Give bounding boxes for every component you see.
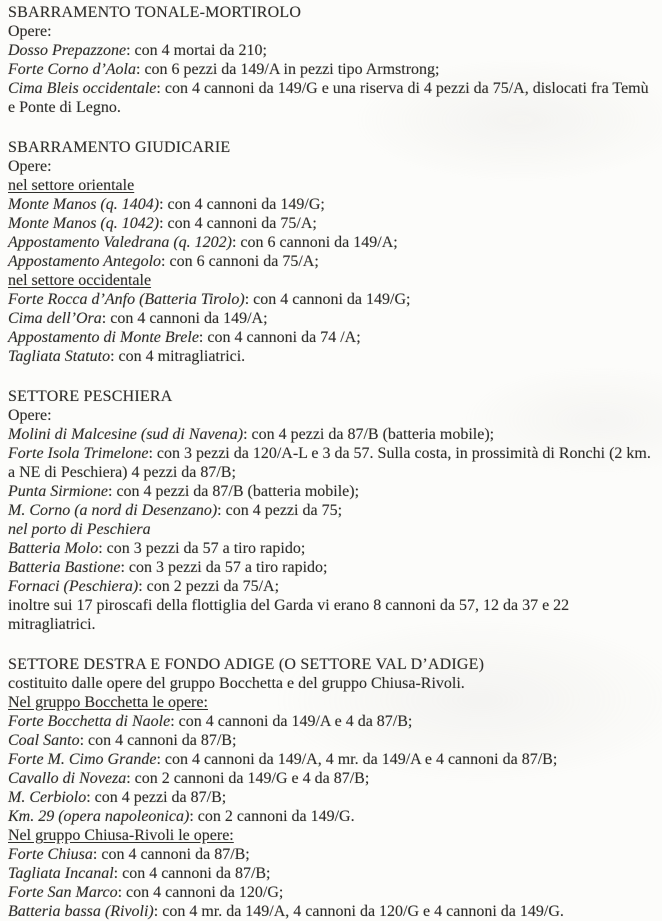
section-label: nel settore orientale (8, 177, 135, 194)
text-line: Opere: (8, 407, 52, 424)
text-line: Opere: (8, 158, 52, 175)
entry-name: Monte Manos (q. 1404) (8, 196, 160, 213)
entry-line: Punta Sirmione: con 4 pezzi da 87/B (batteria mobile); (8, 483, 360, 500)
entry-line: Cavallo di Noveza: con 2 cannoni da 149/G e 4 da 87/B; (8, 770, 370, 787)
entry-line: Forte San Marco: con 4 cannoni da 120/G; (8, 884, 284, 901)
entry-name: M. Corno (a nord di Desenzano) (8, 502, 218, 519)
entry-line: Forte Corno d’Aola: con 6 pezzi da 149/A in pezzi tipo Armstrong; (8, 61, 440, 78)
entry-line: Cima dell’Ora: con 4 cannoni da 149/A; (8, 310, 268, 327)
entry-line: Batteria Molo: con 3 pezzi da 57 a tiro rapido; (8, 540, 306, 557)
entry-line: Batteria Bastione: con 3 pezzi da 57 a tiro rapido; (8, 559, 328, 576)
entry-line: Dosso Prepazzone: con 4 mortai da 210; (8, 42, 267, 59)
entry-line: Fornaci (Peschiera): con 2 pezzi da 75/A; (8, 578, 280, 595)
text-line: costituito dalle opere del gruppo Bocchetta e del gruppo Chiusa-Rivoli. (8, 675, 465, 692)
text-line: inoltre sui 17 piroscafi della flottiglia del Garda vi erano 8 cannoni da 57, 12 da 37 e 22 mitragliatrici. (8, 597, 570, 633)
section-settore-destra-e-fondo-adige (8, 655, 656, 921)
entry-line: Forte Rocca d’Anfo (Batteria Tirolo): con 4 cannoni da 149/G; (8, 291, 411, 308)
section-title: SETTORE DESTRA E FONDO ADIGE (O SETTORE VAL D’ADIGE) (8, 656, 485, 673)
entry-line: Forte Bocchetta di Naole: con 4 cannoni da 149/A e 4 da 87/B; (8, 713, 413, 730)
entry-name: Appostamento Antegolo (8, 253, 162, 270)
entry-line: Forte Isola Trimelone: con 3 pezzi da 120/A-L e 3 da 57. Sulla costa, in prossimità di Ronchi (2 km. a NE di Peschiera) 4 pezzi da 87/B; (8, 445, 651, 481)
entry-name: Batteria Bastione (8, 559, 121, 576)
section-label: nel settore occidentale (8, 272, 152, 289)
entry-name: Forte Corno d’Aola (8, 61, 136, 78)
entry-line: Monte Manos (q. 1404): con 4 cannoni da 149/G; (8, 196, 325, 213)
entry-name: Forte Bocchetta di Naole (8, 713, 171, 730)
section-label: Nel gruppo Chiusa-Rivoli le opere: (8, 827, 234, 844)
entry-line: Molini di Malcesine (sud di Navena): con 4 pezzi da 87/B (batteria mobile); (8, 426, 495, 443)
entry-name: Dosso Prepazzone (8, 42, 127, 59)
entry-line: Tagliata Statuto: con 4 mitragliatrici. (8, 348, 246, 365)
entry-name: Cima Bleis occidentale (8, 80, 157, 97)
entry-line: Appostamento di Monte Brele: con 4 cannoni da 74 /A; (8, 329, 361, 346)
entry-name: Forte Rocca d’Anfo (Batteria Tirolo) (8, 291, 245, 308)
entry-name: Cima dell’Ora (8, 310, 102, 327)
entry-line: Appostamento Valedrana (q. 1202): con 6 cannoni da 149/A; (8, 234, 398, 251)
entry-name: Forte Isola Trimelone (8, 445, 149, 462)
entry-line: Monte Manos (q. 1042): con 4 cannoni da 75/A; (8, 215, 317, 232)
document-body (8, 3, 656, 921)
section-sbarramento-giudicarie (8, 138, 656, 366)
text-line: Opere: (8, 23, 52, 40)
section-title: SBARRAMENTO GIUDICARIE (8, 139, 231, 156)
entry-name: Fornaci (Peschiera) (8, 578, 139, 595)
entry-name: Appostamento Valedrana (q. 1202) (8, 234, 232, 251)
entry-line: Batteria bassa (Rivoli): con 4 mr. da 149/A, 4 cannoni da 120/G e 4 cannoni da 149/G. (8, 903, 564, 920)
entry-line: M. Corno (a nord di Desenzano): con 4 pezzi da 75; (8, 502, 343, 519)
sub-label: nel porto di Peschiera (8, 521, 151, 538)
section-title: SBARRAMENTO TONALE-MORTIROLO (8, 4, 302, 21)
entry-name: Molini di Malcesine (sud di Navena) (8, 426, 244, 443)
section-title: SETTORE PESCHIERA (8, 388, 173, 405)
section-settore-peschiera (8, 387, 656, 634)
entry-line: Forte Chiusa: con 4 cannoni da 87/B; (8, 846, 250, 863)
entry-name: Tagliata Incanal (8, 865, 114, 882)
section-sbarramento-tonale-mortirolo (8, 3, 656, 117)
entry-name: Forte M. Cimo Grande (8, 751, 157, 768)
entry-name: Forte Chiusa (8, 846, 93, 863)
entry-name: Km. 29 (opera napoleonica) (8, 808, 190, 825)
entry-name: Coal Santo (8, 732, 80, 749)
entry-line: Cima Bleis occidentale: con 4 cannoni da 149/G e una riserva di 4 pezzi da 75/A, dislocati fra Temù e Ponte di Legno. (8, 80, 649, 116)
entry-name: Batteria Molo (8, 540, 99, 557)
entry-name: Batteria bassa (Rivoli) (8, 903, 154, 920)
entry-name: Punta Sirmione (8, 483, 108, 500)
entry-line: M. Cerbiolo: con 4 pezzi da 87/B; (8, 789, 227, 806)
entry-name: Appostamento di Monte Brele (8, 329, 199, 346)
entry-name: M. Cerbiolo (8, 789, 87, 806)
entry-name: Monte Manos (q. 1042) (8, 215, 160, 232)
entry-line: Coal Santo: con 4 cannoni da 87/B; (8, 732, 237, 749)
entry-name: Tagliata Statuto (8, 348, 111, 365)
entry-line: Forte M. Cimo Grande: con 4 cannoni da 149/A, 4 mr. da 149/A e 4 cannoni da 87/B; (8, 751, 558, 768)
section-label: Nel gruppo Bocchetta le opere: (8, 694, 208, 711)
entry-name: Forte San Marco (8, 884, 118, 901)
entry-line: Km. 29 (opera napoleonica): con 2 cannoni da 149/G. (8, 808, 355, 825)
entry-line: Appostamento Antegolo: con 6 cannoni da 75/A; (8, 253, 319, 270)
entry-line: Tagliata Incanal: con 4 cannoni da 87/B; (8, 865, 271, 882)
entry-name: Cavallo di Noveza (8, 770, 127, 787)
